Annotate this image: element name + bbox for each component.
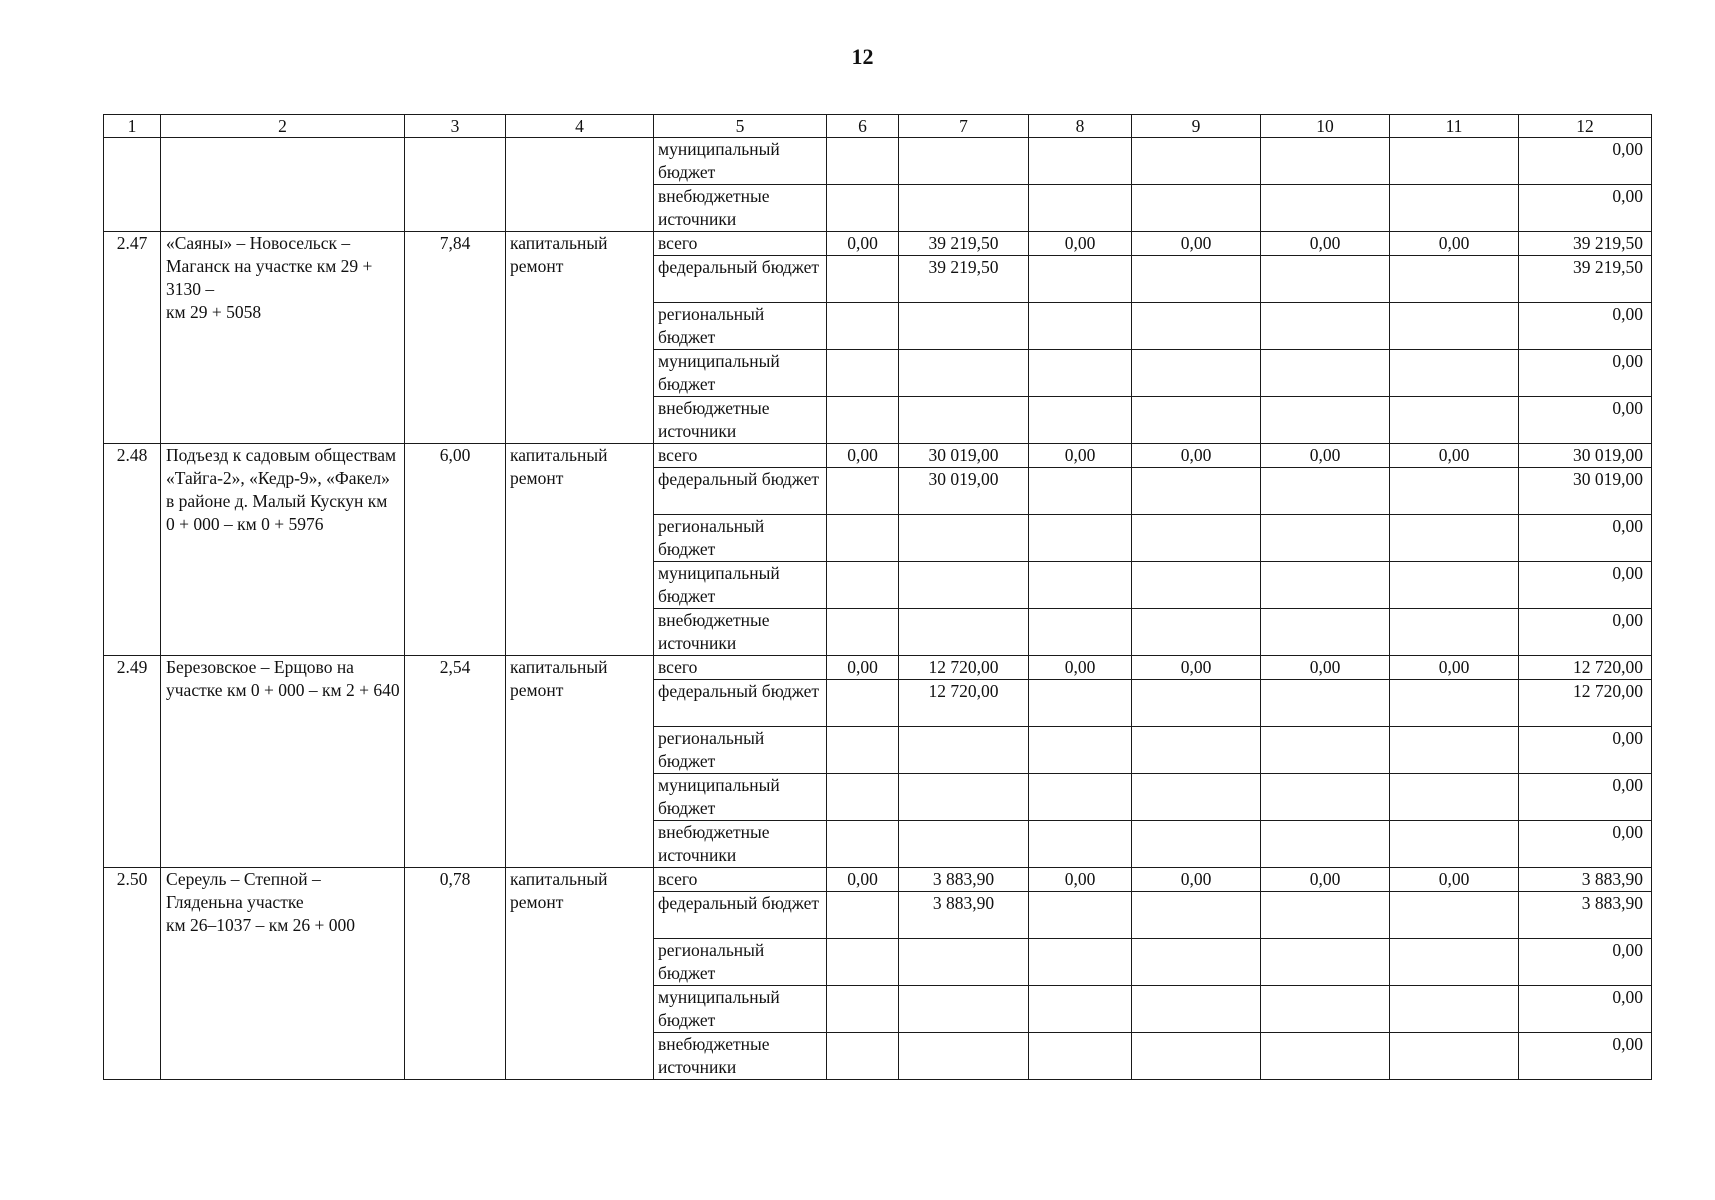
value-cell-col-9 — [1132, 727, 1261, 774]
value-cell-col-12: 0,00 — [1519, 515, 1652, 562]
value-cell-col-7: 3 883,90 — [899, 892, 1029, 939]
value-cell-col-8 — [1029, 303, 1132, 350]
value-cell-col-10 — [1261, 185, 1390, 232]
value-cell-col-10 — [1261, 609, 1390, 656]
value-cell-col-7 — [899, 303, 1029, 350]
value-cell-col-7: 30 019,00 — [899, 468, 1029, 515]
value-cell-col-7 — [899, 727, 1029, 774]
header-cell: 6 — [827, 115, 899, 138]
page-number: 12 — [851, 44, 874, 69]
value-cell-col-12: 0,00 — [1519, 1033, 1652, 1080]
value-cell-col-8 — [1029, 468, 1132, 515]
header-cell: 8 — [1029, 115, 1132, 138]
table-header — [104, 115, 1652, 138]
road-section-name: Березовское – Ерщово на участке км 0 + 000 – км 2 + 640 — [161, 656, 405, 868]
value-cell-col-9 — [1132, 515, 1261, 562]
value-cell-col-9 — [1132, 1033, 1261, 1080]
value-cell-col-11: 0,00 — [1390, 444, 1519, 468]
value-cell-col-12: 0,00 — [1519, 727, 1652, 774]
funding-source: всего — [654, 656, 827, 680]
value-cell-col-12: 3 883,90 — [1519, 892, 1652, 939]
value-cell-col-9 — [1132, 821, 1261, 868]
value-cell-col-7 — [899, 562, 1029, 609]
value-cell-col-11 — [1390, 821, 1519, 868]
value-cell-col-7: 12 720,00 — [899, 656, 1029, 680]
value-cell-col-9 — [1132, 468, 1261, 515]
value-cell-col-8 — [1029, 397, 1132, 444]
value-cell-col-12: 30 019,00 — [1519, 468, 1652, 515]
value-cell-col-7 — [899, 1033, 1029, 1080]
value-cell-col-8 — [1029, 609, 1132, 656]
value-cell-col-9 — [1132, 774, 1261, 821]
item-number: 2.48 — [104, 444, 161, 656]
funding-source: всего — [654, 868, 827, 892]
value-cell-col-7 — [899, 397, 1029, 444]
value-cell-col-11 — [1390, 350, 1519, 397]
value-cell-col-11 — [1390, 515, 1519, 562]
work-type: капитальный ремонт — [506, 656, 654, 868]
funding-source: региональный бюджет — [654, 515, 827, 562]
value-cell-col-12: 12 720,00 — [1519, 656, 1652, 680]
value-cell-col-12: 0,00 — [1519, 303, 1652, 350]
table-body — [104, 138, 1652, 1080]
section-length: 6,00 — [405, 444, 506, 656]
road-section-name: «Саяны» – Новосельск – Маганск на участке км 29 + 3130 – км 29 + 5058 — [161, 232, 405, 444]
value-cell-col-7 — [899, 609, 1029, 656]
header-cell: 4 — [506, 115, 654, 138]
header-cell: 3 — [405, 115, 506, 138]
value-cell-col-11: 0,00 — [1390, 868, 1519, 892]
header-row — [104, 115, 1652, 138]
value-cell-col-9: 0,00 — [1132, 232, 1261, 256]
value-cell-col-9 — [1132, 303, 1261, 350]
value-cell-col-11 — [1390, 609, 1519, 656]
value-cell-col-7: 12 720,00 — [899, 680, 1029, 727]
value-cell-col-6 — [827, 609, 899, 656]
value-cell-col-11 — [1390, 680, 1519, 727]
value-cell-col-11 — [1390, 774, 1519, 821]
value-cell-col-11 — [1390, 727, 1519, 774]
value-cell-col-6: 0,00 — [827, 444, 899, 468]
value-cell-col-6: 0,00 — [827, 232, 899, 256]
funding-source: всего — [654, 444, 827, 468]
value-cell-col-8 — [1029, 185, 1132, 232]
table-row — [104, 656, 1652, 680]
budget-table — [103, 114, 1652, 1080]
value-cell-col-8 — [1029, 256, 1132, 303]
header-cell: 9 — [1132, 115, 1261, 138]
value-cell-col-6 — [827, 939, 899, 986]
value-cell-col-6 — [827, 468, 899, 515]
value-cell-col-11 — [1390, 1033, 1519, 1080]
road-section-name: Подъезд к садовым обществам «Тайга-2», «Кедр-9», «Факел» в районе д. Малый Кускун км 0 + 000 – км 0 + 5976 — [161, 444, 405, 656]
value-cell-col-6 — [827, 986, 899, 1033]
item-number: 2.50 — [104, 868, 161, 1080]
value-cell-col-12: 0,00 — [1519, 185, 1652, 232]
work-type: капитальный ремонт — [506, 232, 654, 444]
header-cell: 2 — [161, 115, 405, 138]
value-cell-col-9 — [1132, 256, 1261, 303]
value-cell-col-8 — [1029, 774, 1132, 821]
value-cell-col-12: 39 219,50 — [1519, 232, 1652, 256]
value-cell-col-6 — [827, 397, 899, 444]
value-cell-col-6: 0,00 — [827, 656, 899, 680]
value-cell-col-8: 0,00 — [1029, 868, 1132, 892]
value-cell-col-10: 0,00 — [1261, 868, 1390, 892]
value-cell-col-10 — [1261, 774, 1390, 821]
value-cell-col-11 — [1390, 986, 1519, 1033]
value-cell-col-10 — [1261, 821, 1390, 868]
value-cell-col-11: 0,00 — [1390, 232, 1519, 256]
value-cell-col-9: 0,00 — [1132, 868, 1261, 892]
empty-work-type-cell — [506, 138, 654, 232]
value-cell-col-6 — [827, 185, 899, 232]
value-cell-col-10 — [1261, 727, 1390, 774]
value-cell-col-8 — [1029, 1033, 1132, 1080]
value-cell-col-9: 0,00 — [1132, 656, 1261, 680]
value-cell-col-11 — [1390, 562, 1519, 609]
value-cell-col-10: 0,00 — [1261, 232, 1390, 256]
funding-source: внебюджетные источники — [654, 185, 827, 232]
value-cell-col-11 — [1390, 892, 1519, 939]
header-cell: 7 — [899, 115, 1029, 138]
value-cell-col-8 — [1029, 562, 1132, 609]
value-cell-col-11 — [1390, 138, 1519, 185]
section-length: 2,54 — [405, 656, 506, 868]
value-cell-col-8 — [1029, 892, 1132, 939]
value-cell-col-8: 0,00 — [1029, 232, 1132, 256]
value-cell-col-8 — [1029, 986, 1132, 1033]
funding-source: внебюджетные источники — [654, 397, 827, 444]
budget-table-wrap — [103, 114, 1652, 1080]
value-cell-col-9 — [1132, 350, 1261, 397]
value-cell-col-9 — [1132, 892, 1261, 939]
item-number: 2.47 — [104, 232, 161, 444]
value-cell-col-11: 0,00 — [1390, 656, 1519, 680]
funding-source: муниципальный бюджет — [654, 562, 827, 609]
value-cell-col-12: 0,00 — [1519, 397, 1652, 444]
value-cell-col-7 — [899, 986, 1029, 1033]
value-cell-col-10: 0,00 — [1261, 656, 1390, 680]
value-cell-col-11 — [1390, 397, 1519, 444]
value-cell-col-8: 0,00 — [1029, 444, 1132, 468]
value-cell-col-8 — [1029, 939, 1132, 986]
value-cell-col-6 — [827, 303, 899, 350]
funding-source: внебюджетные источники — [654, 609, 827, 656]
value-cell-col-7 — [899, 821, 1029, 868]
value-cell-col-10 — [1261, 350, 1390, 397]
value-cell-col-7 — [899, 138, 1029, 185]
value-cell-col-7: 30 019,00 — [899, 444, 1029, 468]
value-cell-col-10 — [1261, 986, 1390, 1033]
value-cell-col-12: 0,00 — [1519, 939, 1652, 986]
value-cell-col-10 — [1261, 468, 1390, 515]
value-cell-col-6 — [827, 256, 899, 303]
value-cell-col-7 — [899, 185, 1029, 232]
value-cell-col-10 — [1261, 1033, 1390, 1080]
funding-source: региональный бюджет — [654, 939, 827, 986]
value-cell-col-6: 0,00 — [827, 868, 899, 892]
value-cell-col-6 — [827, 138, 899, 185]
funding-source: региональный бюджет — [654, 727, 827, 774]
value-cell-col-9 — [1132, 939, 1261, 986]
work-type: капитальный ремонт — [506, 444, 654, 656]
value-cell-col-8 — [1029, 680, 1132, 727]
item-number: 2.49 — [104, 656, 161, 868]
value-cell-col-7: 3 883,90 — [899, 868, 1029, 892]
value-cell-col-8 — [1029, 727, 1132, 774]
funding-source: муниципальный бюджет — [654, 138, 827, 185]
table-row — [104, 444, 1652, 468]
value-cell-col-7 — [899, 350, 1029, 397]
value-cell-col-9 — [1132, 397, 1261, 444]
value-cell-col-10 — [1261, 562, 1390, 609]
table-row — [104, 868, 1652, 892]
value-cell-col-11 — [1390, 468, 1519, 515]
value-cell-col-10 — [1261, 680, 1390, 727]
funding-source: федеральный бюджет — [654, 680, 827, 727]
value-cell-col-6 — [827, 350, 899, 397]
empty-num-cell — [104, 138, 161, 232]
value-cell-col-7: 39 219,50 — [899, 256, 1029, 303]
value-cell-col-9 — [1132, 609, 1261, 656]
value-cell-col-8 — [1029, 350, 1132, 397]
value-cell-col-11 — [1390, 185, 1519, 232]
value-cell-col-9 — [1132, 185, 1261, 232]
value-cell-col-10 — [1261, 397, 1390, 444]
funding-source: внебюджетные источники — [654, 821, 827, 868]
funding-source: федеральный бюджет — [654, 892, 827, 939]
funding-source: муниципальный бюджет — [654, 774, 827, 821]
funding-source: муниципальный бюджет — [654, 350, 827, 397]
value-cell-col-9 — [1132, 562, 1261, 609]
funding-source: муниципальный бюджет — [654, 986, 827, 1033]
value-cell-col-6 — [827, 515, 899, 562]
header-cell: 12 — [1519, 115, 1652, 138]
value-cell-col-7 — [899, 939, 1029, 986]
empty-length-cell — [405, 138, 506, 232]
value-cell-col-12: 0,00 — [1519, 774, 1652, 821]
value-cell-col-12: 30 019,00 — [1519, 444, 1652, 468]
empty-name-cell — [161, 138, 405, 232]
value-cell-col-10 — [1261, 939, 1390, 986]
value-cell-col-8 — [1029, 138, 1132, 185]
funding-source: всего — [654, 232, 827, 256]
header-cell: 1 — [104, 115, 161, 138]
value-cell-col-10 — [1261, 892, 1390, 939]
value-cell-col-6 — [827, 1033, 899, 1080]
funding-source: внебюджетные источники — [654, 1033, 827, 1080]
funding-source: федеральный бюджет — [654, 468, 827, 515]
value-cell-col-8: 0,00 — [1029, 656, 1132, 680]
value-cell-col-10 — [1261, 256, 1390, 303]
header-cell: 11 — [1390, 115, 1519, 138]
value-cell-col-11 — [1390, 256, 1519, 303]
header-cell: 5 — [654, 115, 827, 138]
value-cell-col-6 — [827, 680, 899, 727]
value-cell-col-6 — [827, 727, 899, 774]
value-cell-col-12: 0,00 — [1519, 562, 1652, 609]
value-cell-col-12: 0,00 — [1519, 609, 1652, 656]
value-cell-col-10 — [1261, 515, 1390, 562]
value-cell-col-11 — [1390, 939, 1519, 986]
value-cell-col-12: 39 219,50 — [1519, 256, 1652, 303]
funding-source: региональный бюджет — [654, 303, 827, 350]
funding-source: федеральный бюджет — [654, 256, 827, 303]
value-cell-col-9: 0,00 — [1132, 444, 1261, 468]
value-cell-col-7 — [899, 774, 1029, 821]
value-cell-col-11 — [1390, 303, 1519, 350]
section-length: 7,84 — [405, 232, 506, 444]
value-cell-col-7 — [899, 515, 1029, 562]
value-cell-col-10 — [1261, 138, 1390, 185]
value-cell-col-6 — [827, 892, 899, 939]
value-cell-col-9 — [1132, 680, 1261, 727]
value-cell-col-10: 0,00 — [1261, 444, 1390, 468]
value-cell-col-8 — [1029, 821, 1132, 868]
value-cell-col-6 — [827, 821, 899, 868]
road-section-name: Сереуль – Степной – Гляденьна участке км 26–1037 – км 26 + 000 — [161, 868, 405, 1080]
table-row — [104, 232, 1652, 256]
value-cell-col-9 — [1132, 138, 1261, 185]
table-row — [104, 138, 1652, 185]
value-cell-col-12: 0,00 — [1519, 138, 1652, 185]
value-cell-col-6 — [827, 774, 899, 821]
value-cell-col-9 — [1132, 986, 1261, 1033]
value-cell-col-8 — [1029, 515, 1132, 562]
section-length: 0,78 — [405, 868, 506, 1080]
value-cell-col-12: 0,00 — [1519, 821, 1652, 868]
value-cell-col-12: 0,00 — [1519, 986, 1652, 1033]
value-cell-col-12: 3 883,90 — [1519, 868, 1652, 892]
value-cell-col-12: 0,00 — [1519, 350, 1652, 397]
value-cell-col-12: 12 720,00 — [1519, 680, 1652, 727]
value-cell-col-10 — [1261, 303, 1390, 350]
value-cell-col-6 — [827, 562, 899, 609]
header-cell: 10 — [1261, 115, 1390, 138]
work-type: капитальный ремонт — [506, 868, 654, 1080]
value-cell-col-7: 39 219,50 — [899, 232, 1029, 256]
